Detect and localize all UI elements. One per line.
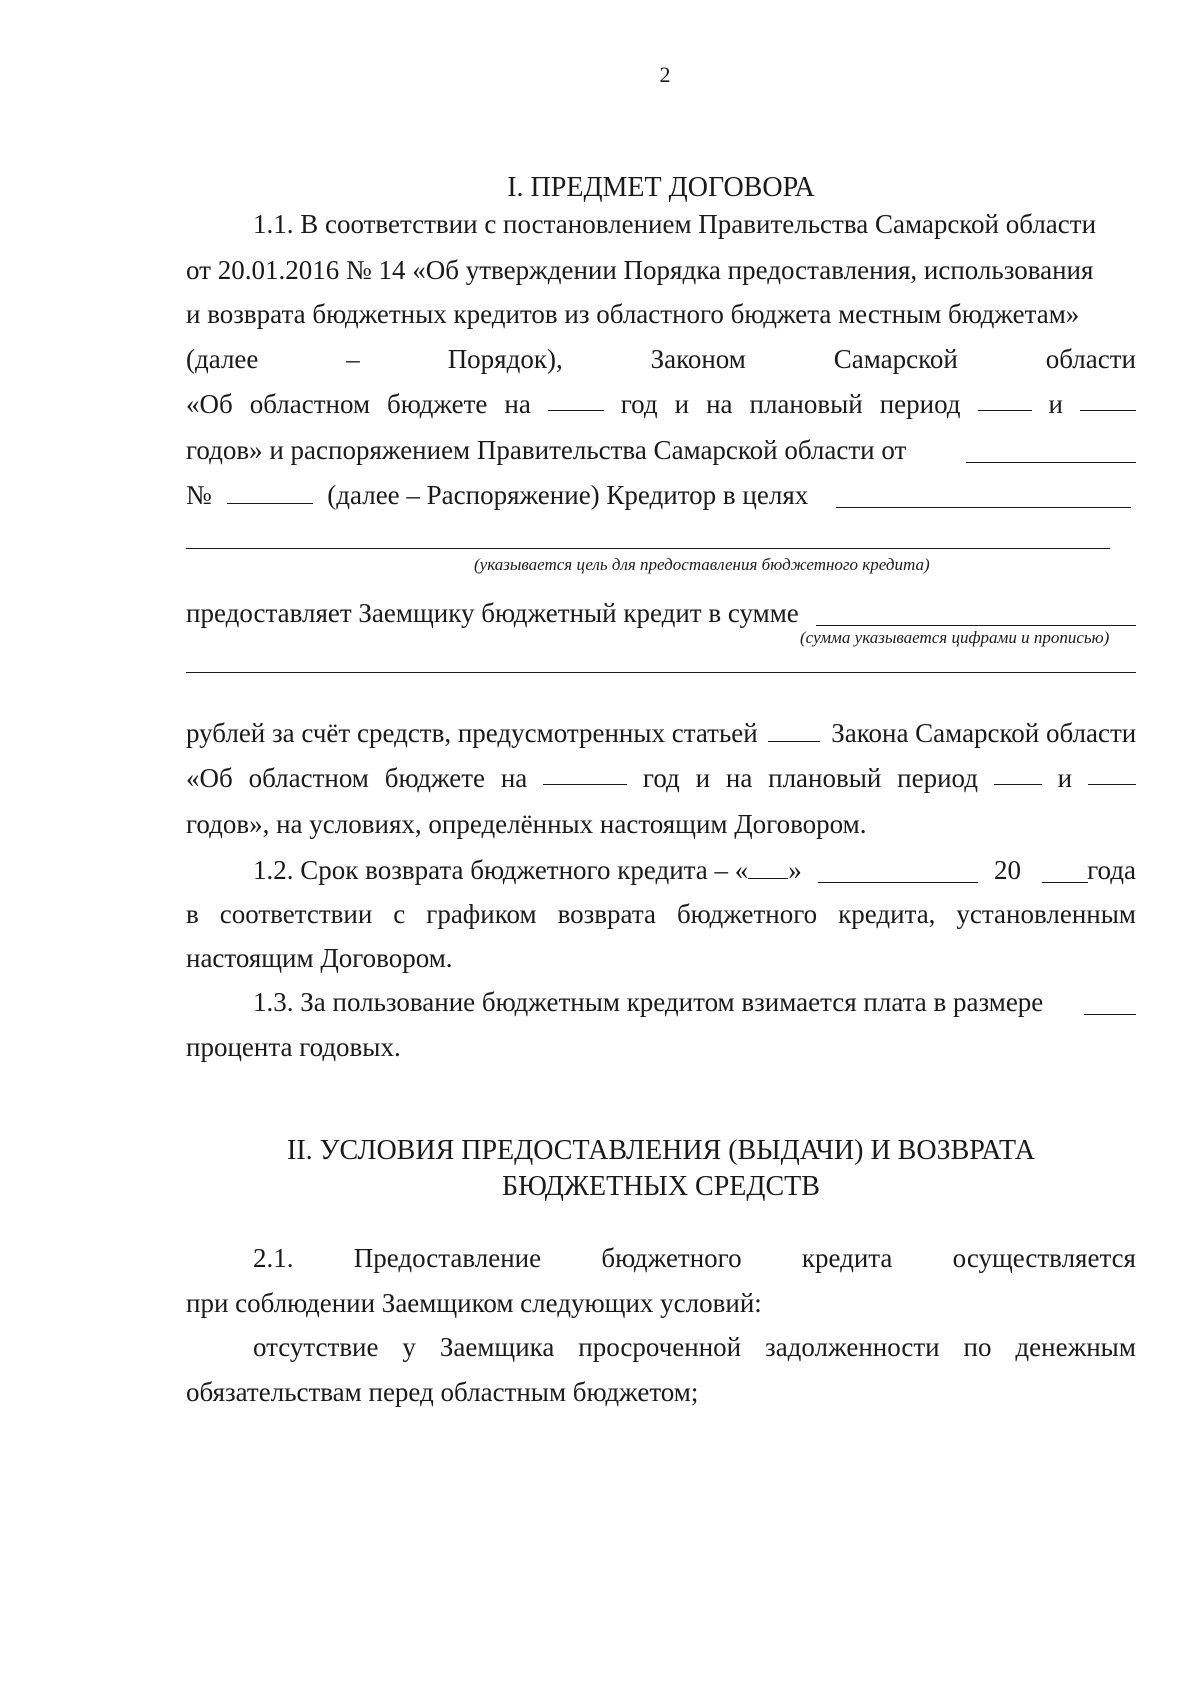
day-blank[interactable] — [748, 854, 788, 879]
word: на — [500, 763, 528, 793]
word: год — [642, 763, 680, 793]
word: установленным — [956, 899, 1136, 929]
word: по — [963, 1332, 992, 1362]
period-end-blank[interactable] — [1088, 760, 1136, 785]
word: на — [725, 763, 753, 793]
p11-line-5 — [186, 386, 1136, 422]
word: областном — [248, 763, 369, 793]
p11-line-8 — [186, 595, 1136, 631]
word: бюджете — [384, 763, 486, 793]
article-blank[interactable] — [768, 717, 820, 742]
p11-line-11: годов», на условиях, определённых настоящим Договором. — [186, 809, 867, 839]
word: соответствии — [219, 899, 373, 929]
word: период — [879, 389, 961, 419]
line-text — [253, 852, 802, 888]
line-text: 1.3. За пользование бюджетным кредитом взимается плата в размере — [253, 987, 1044, 1017]
word: плановый — [749, 389, 863, 419]
page-number: 2 — [659, 62, 671, 87]
year-blank[interactable] — [548, 386, 604, 411]
word: «Об — [186, 389, 233, 419]
word: и — [1057, 763, 1073, 793]
word: – — [346, 344, 360, 374]
number-sign: № — [186, 480, 212, 510]
word: задолженности — [765, 1332, 940, 1362]
word: у — [402, 1332, 416, 1362]
word: период — [897, 763, 978, 793]
text: » — [788, 855, 802, 885]
decree-number-blank[interactable] — [227, 479, 313, 504]
p11-line-6 — [186, 432, 1136, 468]
year-digits-blank[interactable] — [1042, 858, 1088, 883]
line-text: предоставляет Заемщику бюджетный кредит в сумме — [186, 598, 799, 628]
word: Самарской — [833, 344, 958, 374]
word: графиком — [426, 899, 537, 929]
line-text: годов» и распоряжением Правительства Самарской области от — [186, 435, 907, 465]
word: 2.1. — [253, 1243, 294, 1273]
word: на — [504, 389, 531, 419]
century: 20 — [994, 855, 1021, 885]
p11-line-10 — [186, 760, 1136, 796]
p12-line-2 — [186, 896, 1136, 932]
p13-line-2: процента годовых. — [186, 1032, 401, 1062]
word: осуществляется — [952, 1243, 1136, 1273]
purpose-line[interactable] — [186, 548, 1110, 549]
rate-blank[interactable] — [1084, 990, 1136, 1015]
text: 1.2. Срок возврата бюджетного кредита – « — [253, 855, 749, 885]
word: и — [1048, 389, 1063, 419]
word: бюджетного — [676, 899, 818, 929]
word: год — [620, 389, 658, 419]
word: областном — [249, 389, 371, 419]
word: Предоставление — [353, 1243, 542, 1273]
p21-line-2: при соблюдении Заемщиком следующих условий: — [186, 1288, 762, 1318]
p11-line-1: 1.1. В соответствии с постановлением Правительства Самарской области — [253, 209, 1097, 239]
word: «Об — [186, 763, 233, 793]
word: (далее — [186, 344, 259, 374]
word: года — [1087, 855, 1136, 885]
word: денежным — [1015, 1332, 1136, 1362]
word: возврата — [557, 899, 656, 929]
word: просроченной — [578, 1332, 742, 1362]
p11-line-3: и возврата бюджетных кредитов из областного бюджета местным бюджетам» — [186, 299, 1080, 329]
sum-note: (сумма указывается цифрами и прописью) — [800, 628, 1110, 647]
word: и — [674, 389, 690, 419]
p11-line-2: от 20.01.2016 № 14 «Об утверждении Порядка предоставления, использования — [186, 255, 1094, 285]
word: Порядок), — [447, 344, 563, 374]
purpose-blank[interactable] — [836, 483, 1131, 508]
period-start-blank[interactable] — [978, 386, 1032, 411]
purpose-note: (указывается цель для предоставления бюджетного кредита) — [474, 555, 930, 574]
section-2-heading-line-1: II. УСЛОВИЯ ПРЕДОСТАВЛЕНИЯ (ВЫДАЧИ) И ВОЗВРАТА — [287, 1135, 1035, 1166]
year-blank[interactable] — [543, 760, 627, 785]
p12-line-3: настоящим Договором. — [186, 943, 453, 973]
condition-line-2: обязательствам перед областным бюджетом; — [186, 1377, 699, 1407]
word: в — [186, 899, 199, 929]
word: бюджете — [387, 389, 488, 419]
p21-line-1 — [253, 1240, 1136, 1276]
word: и — [695, 763, 711, 793]
period-end-blank[interactable] — [1080, 386, 1136, 411]
p11-line-4 — [186, 341, 1136, 377]
p11-line-9 — [186, 715, 1136, 751]
sum-line[interactable] — [186, 672, 1136, 673]
section-1-heading: I. ПРЕДМЕТ ДОГОВОРА — [507, 172, 815, 203]
word: Законом — [650, 344, 746, 374]
p11-line-7 — [186, 477, 1136, 513]
word: Заемщика — [439, 1332, 555, 1362]
word: области — [1045, 344, 1136, 374]
word: отсутствие — [253, 1332, 379, 1362]
line-text: (далее – Распоряжение) Кредитор в целях — [327, 480, 809, 510]
condition-line-1 — [253, 1329, 1136, 1365]
word: кредита — [801, 1243, 893, 1273]
word: на — [706, 389, 733, 419]
section-2-heading-line-2: БЮДЖЕТНЫХ СРЕДСТВ — [502, 1171, 820, 1202]
period-start-blank[interactable] — [994, 760, 1042, 785]
sum-blank[interactable] — [816, 601, 1136, 626]
line-text: Закона Самарской области — [831, 718, 1137, 748]
decree-date-blank[interactable] — [966, 438, 1136, 463]
word: бюджетного — [601, 1243, 742, 1273]
word: кредита, — [838, 899, 936, 929]
word: с — [393, 899, 406, 929]
month-blank[interactable] — [818, 858, 978, 883]
line-text: рублей за счёт средств, предусмотренных статьей — [186, 718, 758, 748]
word: плановый — [768, 763, 882, 793]
